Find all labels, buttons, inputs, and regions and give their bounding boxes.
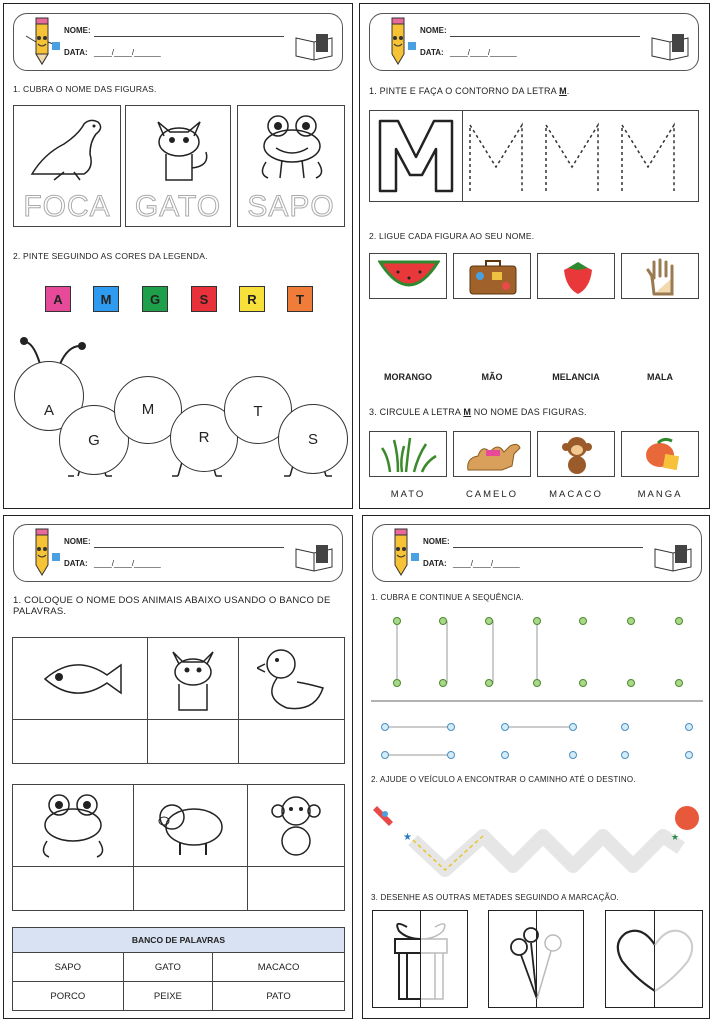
- name-label: NOME:: [423, 537, 450, 546]
- pencil-mascot-icon: [18, 16, 64, 68]
- open-book-icon: [650, 32, 690, 62]
- date-blanks[interactable]: ____/____/______: [94, 559, 161, 568]
- answer-cell[interactable]: [13, 720, 148, 764]
- bank-word: MACACO: [213, 953, 345, 982]
- question-3: 3. DESENHE AS OUTRAS METADES SEGUINDO A MARCAÇÃO.: [371, 893, 619, 902]
- big-letter-cell: [370, 111, 463, 201]
- date-label: DATA:: [423, 559, 447, 568]
- word-bank-title: BANCO DE PALAVRAS: [13, 928, 345, 953]
- answer-cell[interactable]: [248, 867, 345, 911]
- match-card-suitcase[interactable]: [453, 253, 531, 299]
- pencil-mascot-icon: [374, 16, 420, 68]
- pencil-mascot-icon: [18, 527, 64, 579]
- open-book-icon: [294, 543, 334, 573]
- worksheet-page-2: [359, 3, 710, 509]
- pig-icon: [152, 793, 228, 859]
- question-1: 1. CUBRA E CONTINUE A SEQUÊNCIA.: [371, 593, 524, 602]
- worksheet-page-1: [3, 3, 353, 509]
- cat-icon: [144, 112, 214, 184]
- caterpillar-segment-T[interactable]: T: [224, 376, 292, 444]
- match-word[interactable]: MÃO: [481, 372, 503, 382]
- cat-icon: [163, 644, 223, 714]
- trace-word[interactable]: SAPO: [247, 190, 335, 223]
- question-1: 1. CUBRA O NOME DAS FIGURAS.: [13, 84, 157, 94]
- caterpillar-head[interactable]: A: [14, 361, 84, 431]
- fish-icon: [35, 649, 125, 709]
- circle-word[interactable]: MANGA: [637, 489, 683, 500]
- bank-word: SAPO: [13, 953, 124, 982]
- figure-card-frog: [237, 105, 345, 227]
- caterpillar-segment-R[interactable]: R: [170, 404, 238, 472]
- bank-word: GATO: [123, 953, 213, 982]
- worksheet-page-4: [362, 515, 710, 1019]
- camel-icon: [462, 436, 524, 474]
- half-drawing-flowers[interactable]: [488, 910, 584, 1008]
- name-line[interactable]: [450, 36, 640, 37]
- answer-cell[interactable]: [13, 867, 134, 911]
- half-drawing-gift[interactable]: [372, 910, 468, 1008]
- big-letter-m[interactable]: [376, 117, 456, 195]
- bank-word: PEIXE: [123, 982, 213, 1011]
- caterpillar-segment-M[interactable]: M: [114, 376, 182, 444]
- animal-cell: [133, 785, 248, 867]
- match-card-strawberry[interactable]: [537, 253, 615, 299]
- seal-icon: [24, 114, 112, 182]
- circle-card-mango: [621, 431, 699, 477]
- answer-cell[interactable]: [239, 720, 345, 764]
- match-card-hand[interactable]: [621, 253, 699, 299]
- caterpillar-segment-G[interactable]: G: [59, 405, 129, 475]
- worksheet-page-3: [3, 515, 353, 1019]
- gift-icon: [381, 919, 461, 1001]
- legend-box-A: A: [45, 286, 71, 312]
- caterpillar-segment-S[interactable]: S: [278, 404, 348, 474]
- bank-word: PORCO: [13, 982, 124, 1011]
- legend-box-G: G: [142, 286, 168, 312]
- svg-text:★: ★: [403, 832, 412, 843]
- match-word[interactable]: MALA: [647, 372, 673, 382]
- date-label: DATA:: [64, 559, 88, 568]
- name-line[interactable]: [94, 36, 284, 37]
- hand-icon: [644, 258, 680, 296]
- sequence-trace-area[interactable]: [363, 611, 710, 771]
- flowers-icon: [497, 919, 577, 1001]
- watermelon-icon: [378, 258, 440, 294]
- legend-box-M: M: [93, 286, 119, 312]
- open-book-icon: [653, 543, 693, 573]
- question-3: 3. CIRCULE A LETRA M NO NOME DAS FIGURAS.: [369, 407, 587, 417]
- svg-text:★: ★: [671, 832, 680, 842]
- circle-word[interactable]: MATO: [390, 489, 426, 500]
- worksheet-header: [369, 13, 699, 71]
- question-2: 2. LIGUE CADA FIGURA AO SEU NOME.: [369, 231, 535, 241]
- date-label: DATA:: [64, 48, 88, 57]
- half-drawing-heart[interactable]: [605, 910, 703, 1008]
- legend-box-T: T: [287, 286, 313, 312]
- strawberry-icon: [558, 258, 598, 296]
- trace-word[interactable]: FOCA: [23, 190, 111, 223]
- animal-table-2: [12, 784, 345, 911]
- animal-table-1: [12, 637, 345, 764]
- worksheet-header: [13, 13, 343, 71]
- worksheet-header: [372, 524, 702, 582]
- heart-icon: [612, 925, 698, 995]
- match-word[interactable]: MELANCIA: [552, 372, 600, 382]
- answer-cell[interactable]: [133, 867, 248, 911]
- date-blanks[interactable]: ____/____/______: [94, 48, 161, 57]
- question-1: 1. PINTE E FAÇA O CONTORNO DA LETRA M.: [369, 86, 570, 96]
- question-1: 1. COLOQUE O NOME DOS ANIMAIS ABAIXO USANDO O BANCO DE PALAVRAS.: [13, 595, 331, 617]
- figure-card-cat: [125, 105, 231, 227]
- animal-cell: [248, 785, 345, 867]
- date-blanks[interactable]: ____/____/______: [453, 559, 520, 568]
- grass-icon: [380, 436, 438, 474]
- frog-icon: [254, 112, 330, 182]
- question-2: 2. AJUDE O VEÍCULO A ENCONTRAR O CAMINHO ATÉ O DESTINO.: [371, 775, 636, 784]
- date-label: DATA:: [420, 48, 444, 57]
- rocket-icon: [373, 806, 393, 826]
- duck-icon: [257, 644, 327, 714]
- name-line[interactable]: [453, 547, 643, 548]
- mango-icon: [642, 435, 682, 475]
- animal-cell: [148, 638, 239, 720]
- bank-word: PATO: [213, 982, 345, 1011]
- name-label: NOME:: [64, 537, 91, 546]
- maze-path[interactable]: [363, 792, 710, 882]
- animal-cell: [13, 785, 134, 867]
- animal-cell: [13, 638, 148, 720]
- letter-trace-area[interactable]: [369, 110, 699, 202]
- pencil-mascot-icon: [377, 527, 423, 579]
- open-book-icon: [294, 32, 334, 62]
- name-line[interactable]: [94, 547, 284, 548]
- date-blanks[interactable]: ____/____/______: [450, 48, 517, 57]
- name-label: NOME:: [64, 26, 91, 35]
- name-label: NOME:: [420, 26, 447, 35]
- monkey-icon: [560, 435, 594, 475]
- circle-word[interactable]: MACACO: [549, 489, 603, 500]
- frog-icon: [33, 791, 113, 861]
- question-2: 2. PINTE SEGUINDO AS CORES DA LEGENDA.: [13, 251, 208, 261]
- circle-card-monkey: [537, 431, 615, 477]
- suitcase-icon: [468, 258, 518, 296]
- monkey-icon: [264, 791, 328, 861]
- match-card-watermelon[interactable]: [369, 253, 447, 299]
- legend-box-S: S: [191, 286, 217, 312]
- answer-cell[interactable]: [148, 720, 239, 764]
- figure-card-seal: [13, 105, 121, 227]
- circle-card-camel: [453, 431, 531, 477]
- dotted-m-guides[interactable]: [466, 121, 696, 193]
- animal-cell: [239, 638, 345, 720]
- planet-icon: [675, 806, 699, 830]
- word-bank: [12, 927, 345, 1011]
- match-word[interactable]: MORANGO: [384, 372, 432, 382]
- circle-word[interactable]: CAMELO: [465, 489, 519, 500]
- worksheet-header: [13, 524, 343, 582]
- legend-box-R: R: [239, 286, 265, 312]
- circle-card-grass: [369, 431, 447, 477]
- trace-word[interactable]: GATO: [134, 190, 222, 223]
